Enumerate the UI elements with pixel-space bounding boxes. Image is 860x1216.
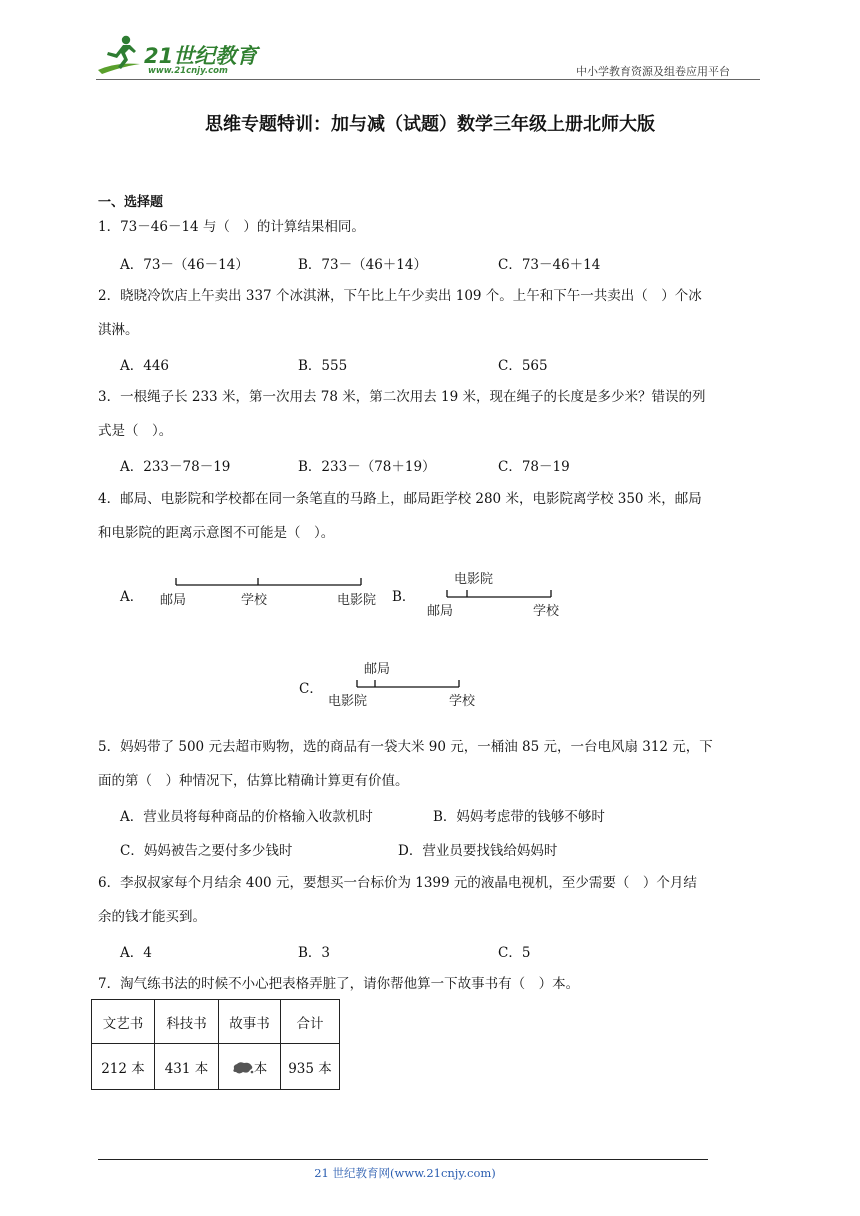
q4-diagrams [0, 560, 860, 720]
question-6-line-2: 余的钱才能买到。 [98, 909, 206, 925]
question-3-line-2: 式是（ ）。 [98, 423, 173, 439]
question-2-line-1: 2．晓晓冷饮店上午卖出 337 个冰淇淋，下午比上午少卖出 109 个。上午和下午一共卖出（ ）个冰 [98, 288, 702, 304]
table-cell: 212 本 [92, 1044, 155, 1090]
ink-smudge-icon [232, 1061, 254, 1075]
question-4-line-2: 和电影院的距离示意图不可能是（ ）。 [98, 525, 335, 541]
page-title: 思维专题特训：加与减（试题）数学三年级上册北师大版 [205, 114, 655, 135]
table-cell: 935 本 [281, 1044, 340, 1090]
q5-option-d: D．营业员要找钱给妈妈时 [398, 843, 558, 859]
q6-option-a: A．4 [120, 945, 152, 961]
question-7-text: 7．淘气练书法的时候不小心把表格弄脏了，请你帮他算一下故事书有（ ）本。 [98, 976, 580, 992]
question-2-line-2: 淇淋。 [98, 322, 139, 338]
diagram-a-school-label: 学校 [241, 593, 268, 608]
diagram-b-cinema-label: 电影院 [454, 572, 494, 587]
q1-option-b: B．73－（46＋14） [298, 257, 427, 273]
q5-option-a: A．营业员将每种商品的价格输入收款机时 [120, 809, 373, 825]
q3-option-a: A．233－78－19 [120, 459, 231, 475]
smudged-value-unit: 本 [253, 1060, 268, 1077]
q2-option-b: B．555 [298, 358, 348, 374]
table-header-row [92, 1000, 340, 1044]
diagram-b-school-label: 学校 [533, 604, 560, 619]
q5-option-c: C．妈妈被告之要付多少钱时 [120, 843, 293, 859]
q6-option-b: B．3 [298, 945, 331, 961]
q4-option-b: B． [392, 589, 416, 605]
section-heading: 一、选择题 [98, 195, 164, 210]
table-header-cell: 科技书 [155, 1000, 219, 1044]
header-divider [96, 79, 760, 80]
table-cell-smudged [219, 1044, 281, 1090]
diagram-c-cinema-label: 电影院 [328, 694, 368, 709]
diagram-a [176, 578, 361, 585]
question-5-line-2: 面的第（ ）种情况下，估算比精确计算更有价值。 [98, 773, 409, 789]
question-1-text: 1．73－46－14 与（ ）的计算结果相同。 [98, 219, 365, 235]
diagram-b-post-office-label: 邮局 [427, 604, 454, 619]
q1-option-a: A．73－（46－14） [120, 257, 249, 273]
q4-option-c: C． [299, 681, 323, 697]
diagram-c [357, 680, 459, 687]
diagram-a-post-office-label: 邮局 [160, 593, 187, 608]
question-6-line-1: 6．李叔叔家每个月结余 400 元，要想买一台标价为 1399 元的液晶电视机，至少需要（ ）个月结 [98, 875, 697, 891]
question-4-line-1: 4．邮局、电影院和学校都在同一条笔直的马路上，邮局距学校 280 米，电影院离学校 350 米，邮局 [98, 491, 702, 507]
site-logo [96, 34, 266, 78]
q1-option-c: C．73－46＋14 [498, 257, 601, 273]
logo-text: 21世纪教育 [144, 44, 258, 68]
question-3-line-1: 3．一根绳子长 233 米，第一次用去 78 米，第二次用去 19 米，现在绳子的长度是多少米？错误的列 [98, 389, 706, 405]
footer-divider [98, 1159, 708, 1160]
table-row [92, 1044, 340, 1090]
table-header-cell: 文艺书 [92, 1000, 155, 1044]
q6-option-c: C．5 [498, 945, 531, 961]
books-table [91, 999, 340, 1090]
footer-text: 21 世纪教育网(www.21cnjy.com) [314, 1166, 496, 1180]
diagram-a-cinema-label: 电影院 [337, 593, 377, 608]
q2-option-c: C．565 [498, 358, 548, 374]
question-5-line-1: 5．妈妈带了 500 元去超市购物，选的商品有一袋大米 90 元，一桶油 85 元，一台电风扇 312 元，下 [98, 739, 713, 755]
logo-url: www.21cnjy.com [148, 66, 228, 76]
diagram-c-post-office-label: 邮局 [364, 662, 391, 677]
q3-option-c: C．78－19 [498, 459, 570, 475]
runner-logo-icon [96, 34, 144, 76]
q2-option-a: A．446 [120, 358, 170, 374]
table-cell: 431 本 [155, 1044, 219, 1090]
table-header-cell: 故事书 [219, 1000, 281, 1044]
diagram-c-school-label: 学校 [449, 694, 476, 709]
table-header-cell: 合计 [281, 1000, 340, 1044]
platform-name: 中小学教育资源及组卷应用平台 [576, 65, 730, 78]
diagram-b [447, 590, 551, 597]
q4-option-a: A． [120, 589, 144, 605]
q3-option-b: B．233－（78＋19） [298, 459, 436, 475]
q5-option-b: B．妈妈考虑带的钱够不够时 [433, 809, 605, 825]
